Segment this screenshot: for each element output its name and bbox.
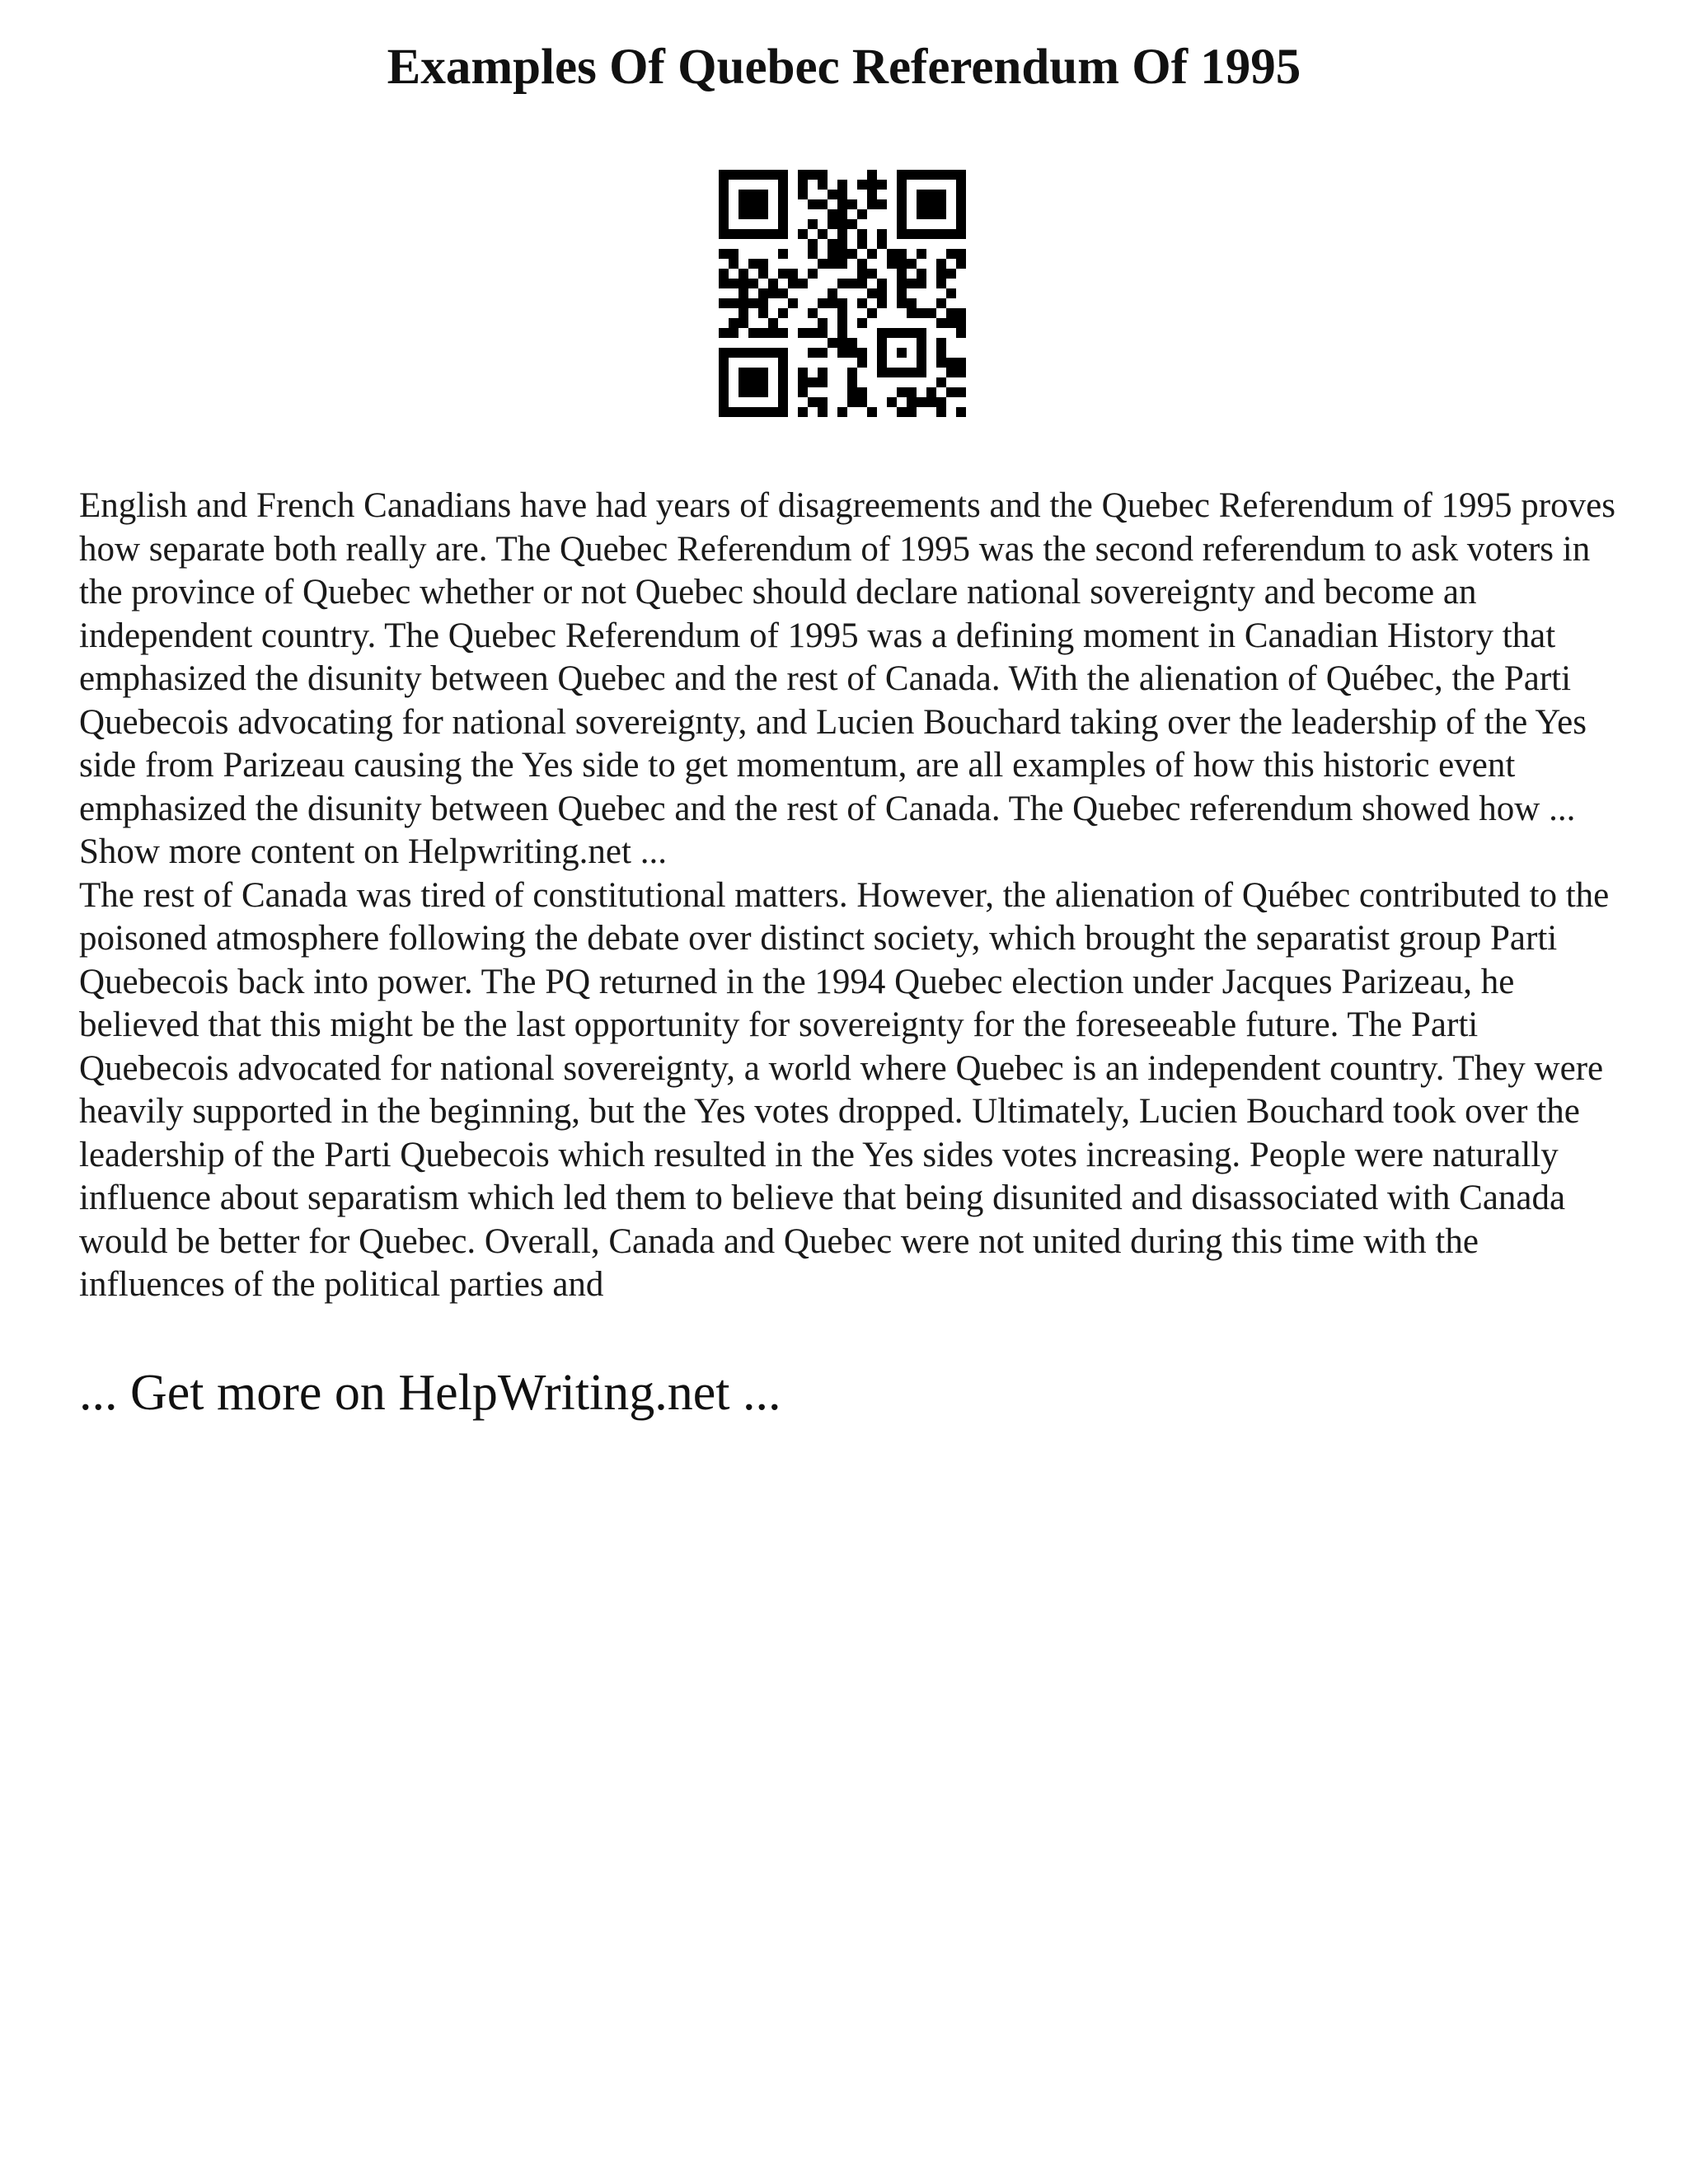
paragraph: The rest of Canada was tired of constitutional matters. However, the alienation of Québec contributed to the poisoned atmosphere following the debate over distinct society, which brought the separatist group Parti Quebecois back into power. The PQ returned in the 1994 Quebec election under Jacques Parizeau, he believed that this might be the last opportunity for sovereignty for the foreseeable future. The Parti Quebecois advocated for national sovereignty, a world where Quebec is an independent country. They were heavily supported in the beginning, but the Yes votes dropped. Ultimately, Lucien Bouchard took over the leadership of the Parti Quebecois which resulted in the Yes sides votes increasing. People were naturally influence about separatism which led them to believe that being disunited and disassociated with Canada would be better for Quebec. Overall, Canada and Quebec were not united during this time with the influences of the political parties and: [79, 875, 1610, 1304]
paragraph: English and French Canadians have had years of disagreements and the Quebec Referendum of 1995 proves how separate both really are. The Quebec Referendum of 1995 was the second referendum to ask voters in the province of Quebec whether or not Quebec should declare national sovereignty and become an independent country. The Quebec Referendum of 1995 was a defining moment in Canadian History that emphasized the disunity between Quebec and the rest of Canada. With the alienation of Québec, the Parti Quebecois advocating for national sovereignty, and Lucien Bouchard taking over the leadership of the Yes side from Parizeau causing the Yes side to get momentum, are all examples of how this historic event emphasized the disunity between Quebec and the rest of Canada. The Quebec referendum showed how ... Show more content on Helpwriting.net ...: [79, 486, 1615, 871]
document-body: [79, 485, 1629, 1307]
qr-code-icon: [719, 170, 966, 417]
get-more-link[interactable]: ... Get more on HelpWriting.net ...: [79, 1365, 781, 1421]
document-title: Examples Of Quebec Referendum Of 1995: [387, 40, 1301, 95]
